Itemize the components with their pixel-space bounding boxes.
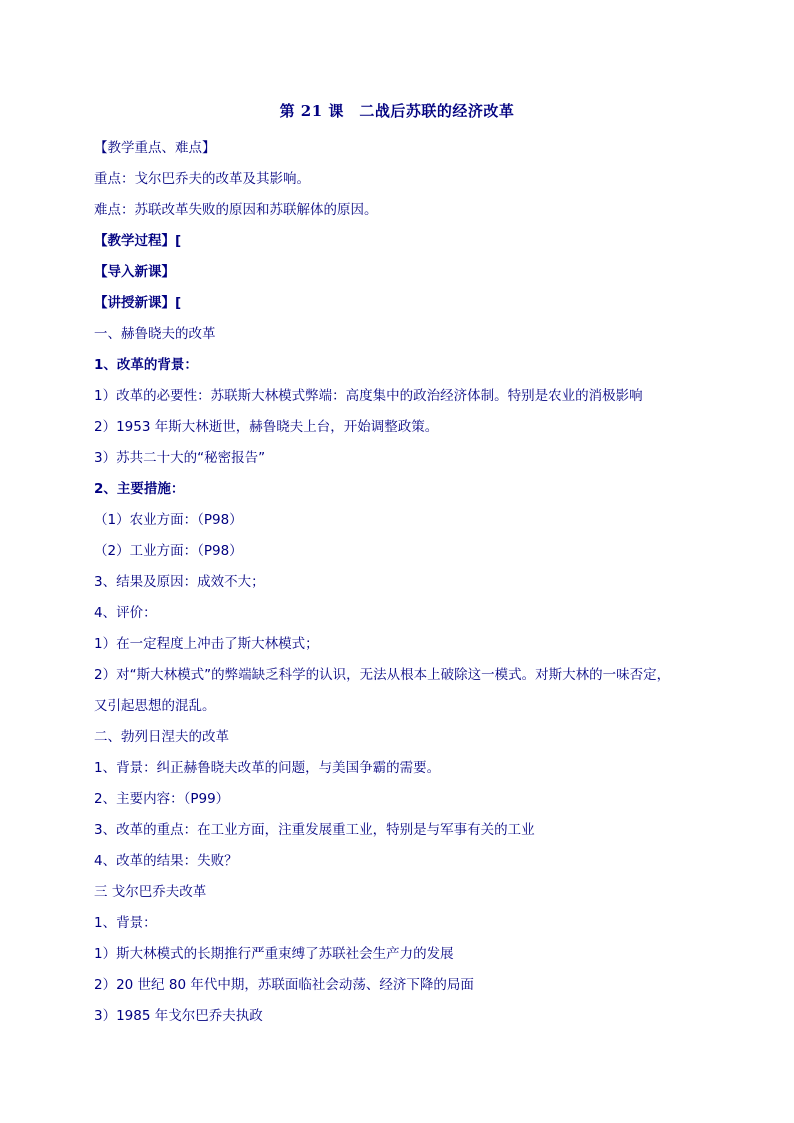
text-line: 1、背景： — [94, 915, 157, 931]
text-line: 2）对“斯大林模式”的弊端缺乏科学的认识，无法从根本上破除这一模式。对斯大林的一味否定， — [94, 667, 671, 683]
text-line: 难点：苏联改革失败的原因和苏联解体的原因。 — [94, 202, 378, 218]
text-line: 3、结果及原因：成效不大； — [94, 574, 265, 590]
text-line: 【讲授新课】[ — [94, 295, 182, 311]
text-line: 又引起思想的混乱。 — [94, 698, 216, 714]
text-line: （1）农业方面：（P98） — [94, 512, 243, 528]
text-line: 3）苏共二十大的“秘密报告” — [94, 450, 266, 466]
text-line: 三 戈尔巴乔夫改革 — [94, 884, 207, 900]
text-line: 2、主要措施： — [94, 481, 185, 497]
text-line: 1、背景：纠正赫鲁晓夫改革的问题，与美国争霸的需要。 — [94, 760, 441, 776]
text-line: 1）改革的必要性：苏联斯大林模式弊端：高度集中的政治经济体制。特别是农业的消极影响 — [94, 388, 643, 404]
text-line: 【教学重点、难点】 — [94, 140, 216, 156]
text-line: 1）斯大林模式的长期推行严重束缚了苏联社会生产力的发展 — [94, 946, 454, 962]
text-line: 一、赫鲁晓夫的改革 — [94, 326, 216, 342]
text-line: 4、评价： — [94, 605, 157, 621]
text-line: 4、改革的结果：失败？ — [94, 853, 238, 869]
text-line: 3、改革的重点：在工业方面，注重发展重工业，特别是与军事有关的工业 — [94, 822, 535, 838]
text-line: 二、勃列日涅夫的改革 — [94, 729, 229, 745]
text-line: 【教学过程】[ — [94, 233, 182, 249]
text-line: 3）1985 年戈尔巴乔夫执政 — [94, 1008, 263, 1024]
text-line: 2、主要内容：（P99） — [94, 791, 230, 807]
text-line: 重点：戈尔巴乔夫的改革及其影响。 — [94, 171, 310, 187]
text-line: （2）工业方面：（P98） — [94, 543, 243, 559]
text-line: 1）在一定程度上冲击了斯大林模式； — [94, 636, 319, 652]
text-line: 1、改革的背景： — [94, 357, 198, 373]
text-line: 2）20 世纪 80 年代中期，苏联面临社会动荡、经济下降的局面 — [94, 977, 474, 993]
text-line: 【导入新课】 — [94, 264, 175, 280]
document-body — [94, 133, 704, 1032]
document-title: 第 21 课 二战后苏联的经济改革 — [279, 102, 515, 120]
text-line: 2）1953 年斯大林逝世，赫鲁晓夫上台，开始调整政策。 — [94, 419, 439, 435]
